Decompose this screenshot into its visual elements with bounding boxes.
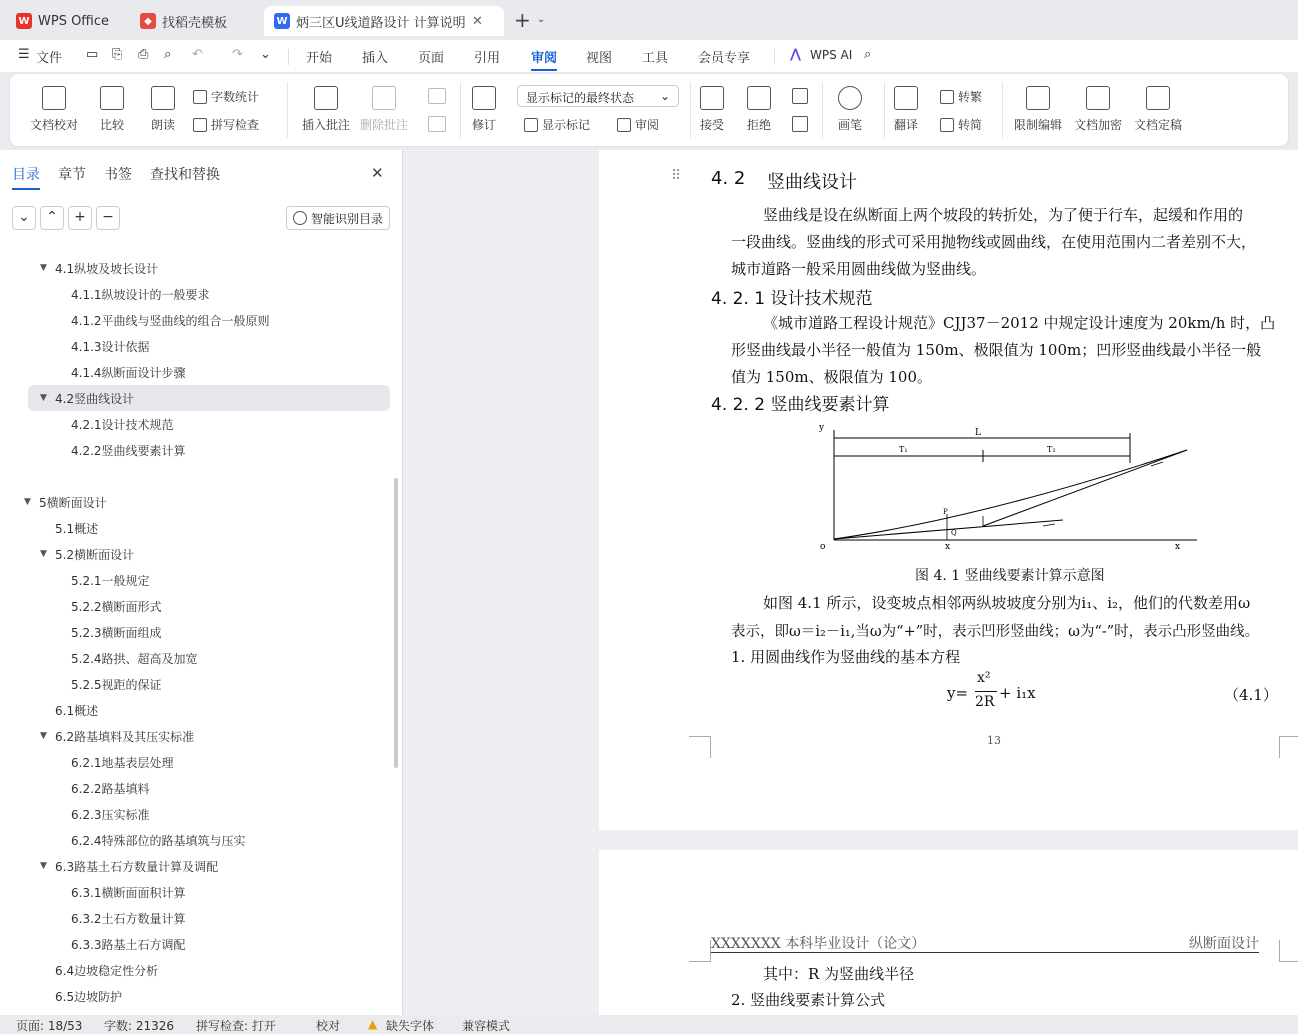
- heading-4-2-title: 竖曲线设计: [767, 172, 857, 193]
- header-rule: [711, 952, 1259, 953]
- undo-icon[interactable]: ↶: [192, 47, 203, 62]
- doc-check-icon: [42, 86, 66, 110]
- prev-comment-icon[interactable]: [428, 88, 446, 104]
- pen-icon: [838, 86, 862, 110]
- status-proof[interactable]: 校对: [316, 1019, 341, 1033]
- page-number: 13: [987, 734, 1001, 747]
- toc-item[interactable]: [0, 645, 400, 671]
- remove-heading-icon[interactable]: −: [96, 206, 120, 230]
- toc-item-label: 4.2.1设计技术规范: [71, 417, 174, 432]
- toc-item[interactable]: [0, 515, 400, 541]
- read-aloud-button[interactable]: [151, 86, 175, 133]
- menu-tools[interactable]: 工具: [642, 51, 669, 66]
- menu-bar: [0, 40, 1298, 72]
- print-icon[interactable]: ⎙: [138, 47, 149, 62]
- toc-item-label: 4.1.3设计依据: [71, 339, 150, 354]
- paragraph-line: 竖曲线是设在纵断面上两个坡段的转折处，为了便于行车，起缓和作用的: [763, 206, 1244, 224]
- toc-item-label: 5.2.2横断面形式: [71, 599, 162, 614]
- paragraph-line: 表示，即ω＝i₂－i₁,当ω为“+”时，表示凹形竖曲线；ω为“-”时，表示凸形竖曲线。: [731, 624, 1260, 640]
- toc-item-label: 4.1.2平曲线与竖曲线的组合一般原则: [71, 313, 270, 328]
- expand-up-icon[interactable]: ⌃: [40, 206, 64, 230]
- list-item-2: 2. 竖曲线要素计算公式: [731, 991, 886, 1009]
- encrypt-label: 文档加密: [1074, 118, 1123, 132]
- toc-item[interactable]: [0, 333, 400, 359]
- toc-item[interactable]: [0, 749, 400, 775]
- toc-item-label: 5.2.1一般规定: [71, 573, 150, 588]
- tab-label: 找稻壳模板: [162, 15, 228, 31]
- to-traditional-icon: [940, 90, 954, 104]
- toc-item-label: 6.3.1横断面面积计算: [71, 885, 186, 900]
- warning-icon: ▲: [368, 1017, 378, 1031]
- menu-view[interactable]: 视图: [586, 51, 613, 66]
- toc-item[interactable]: [0, 281, 400, 307]
- toc-item[interactable]: [0, 723, 400, 749]
- status-bar: [0, 1015, 1298, 1031]
- ribbon-divider: [460, 82, 461, 138]
- revise-button[interactable]: [472, 86, 496, 133]
- translate-label: 翻译: [894, 118, 919, 132]
- toc-item-label: 6.2.4特殊部位的路基填筑与压实: [71, 833, 246, 848]
- read-aloud-label: 朗读: [151, 118, 176, 132]
- wps-ai-icon: ⋀: [790, 47, 801, 62]
- ribbon-divider: [287, 82, 288, 138]
- equation-rhs: + i₁x: [999, 684, 1036, 702]
- paragraph-line: 如图 4.1 所示，设变坡点相邻两纵坡坡度分别为i₁、i₂，他们的代数差用ω: [763, 594, 1251, 612]
- toc-item[interactable]: [0, 697, 400, 723]
- toc-spacer: [0, 463, 400, 489]
- tab-chapters[interactable]: 章节: [58, 167, 86, 183]
- more-chevron-icon[interactable]: ⌄: [260, 47, 271, 62]
- menu-file[interactable]: 文件: [36, 51, 63, 66]
- encrypt-button[interactable]: [1074, 86, 1122, 133]
- toc-item-label: 5.2.5视距的保证: [71, 677, 162, 692]
- toc-item[interactable]: [0, 801, 400, 827]
- to-simplified-button[interactable]: [940, 116, 982, 133]
- tab-toc[interactable]: 目录: [12, 164, 40, 184]
- toc-item[interactable]: [0, 983, 400, 1009]
- save-icon[interactable]: ▭: [86, 47, 99, 62]
- new-tab-icon[interactable]: +: [514, 8, 531, 32]
- toc-item-label: 6.3.2土石方数量计算: [71, 911, 186, 926]
- page-header-right: 纵断面设计: [1189, 936, 1259, 952]
- restrict-edit-button[interactable]: [1014, 86, 1062, 133]
- review-pane-icon: [617, 118, 631, 132]
- toc-item-label: 6.1概述: [55, 703, 99, 718]
- translate-icon: [894, 86, 918, 110]
- markup-state-select[interactable]: [517, 85, 679, 107]
- tab-label: WPS Office: [38, 13, 110, 29]
- drag-handle-icon[interactable]: ⠿: [671, 168, 682, 184]
- heading-4-2-1: 4. 2. 1 设计技术规范: [711, 289, 873, 309]
- toc-item[interactable]: [0, 307, 400, 333]
- margin-corner-mark: [1279, 736, 1298, 758]
- comment-add-icon: [314, 86, 338, 110]
- toc-item[interactable]: [0, 359, 400, 385]
- toc-item[interactable]: [0, 827, 400, 853]
- y-axis-label: y: [819, 423, 825, 433]
- toc-item[interactable]: [0, 255, 400, 281]
- toc-item-label: 4.2.2竖曲线要素计算: [71, 443, 186, 458]
- finalize-button[interactable]: [1134, 86, 1182, 133]
- toc-item[interactable]: [0, 541, 400, 567]
- toc-item[interactable]: [0, 567, 400, 593]
- next-comment-icon[interactable]: [428, 116, 446, 132]
- toc-item-label: 6.2.2路基填料: [71, 781, 150, 796]
- chevron-down-icon: ⌄: [659, 89, 670, 103]
- figure-caption: 图 4. 1 竖曲线要素计算示意图: [915, 568, 1105, 584]
- toc-item[interactable]: [0, 879, 400, 905]
- show-markup-label: 显示标记: [542, 118, 591, 132]
- margin-corner-mark: [689, 736, 711, 758]
- divider: [288, 49, 289, 65]
- delete-comment-label: 删除批注: [360, 118, 409, 132]
- toc-item-label: 5.2横断面设计: [55, 547, 135, 562]
- prev-change-icon[interactable]: [792, 88, 808, 104]
- export-icon[interactable]: ⎘: [112, 47, 123, 62]
- menu-review[interactable]: 审阅: [531, 51, 558, 66]
- toc-item-label: 5.1概述: [55, 521, 99, 536]
- show-markup-icon: [524, 118, 538, 132]
- status-page[interactable]: 页面: 18/53: [16, 1019, 83, 1033]
- doc-check-button[interactable]: [30, 86, 78, 133]
- revise-label: 修订: [472, 118, 497, 132]
- toc-item[interactable]: [0, 411, 400, 437]
- encrypt-icon: [1086, 86, 1110, 110]
- search-icon[interactable]: ⌕: [864, 47, 872, 62]
- equation-numerator: x²: [977, 670, 991, 686]
- word-count-label: 字数统计: [211, 90, 260, 104]
- origin-label: o: [820, 542, 826, 550]
- ribbon-divider: [884, 82, 885, 138]
- review-pane-button[interactable]: [617, 116, 659, 133]
- print-preview-icon[interactable]: ⌕: [164, 47, 172, 62]
- delete-comment-button[interactable]: [360, 86, 408, 133]
- point-P-label: P: [943, 508, 948, 516]
- tab-find-replace[interactable]: 查找和替换: [150, 167, 220, 183]
- to-simplified-label: 转简: [958, 118, 983, 132]
- translate-button[interactable]: [894, 86, 918, 133]
- markup-state-value: 显示标记的最终状态: [526, 91, 635, 105]
- document-canvas: [404, 150, 1298, 1015]
- expand-triangle-icon[interactable]: ▼: [40, 263, 47, 273]
- hamburger-icon[interactable]: ☰: [18, 47, 30, 62]
- toc-item-label: 6.5边坡防护: [55, 989, 123, 1004]
- reject-button[interactable]: [747, 86, 771, 133]
- insert-comment-label: 插入批注: [302, 118, 351, 132]
- paragraph-line: 值为 150m、极限值为 100。: [731, 368, 933, 386]
- menu-wps-ai[interactable]: WPS AI: [810, 48, 853, 62]
- toc-item[interactable]: [0, 619, 400, 645]
- accept-button[interactable]: [700, 86, 724, 133]
- status-compat: 兼容模式: [462, 1019, 511, 1033]
- toc-item-label: 6.2.1地基表层处理: [71, 755, 174, 770]
- word-count-icon: [193, 90, 207, 104]
- paragraph-line: 《城市道路工程设计规范》CJJ37－2012 中规定设计速度为 20km/h 时，凸: [763, 314, 1276, 332]
- read-aloud-icon: [151, 86, 175, 110]
- pen-button[interactable]: [838, 86, 862, 133]
- show-markup-button[interactable]: [524, 116, 590, 133]
- length-L-label: L: [975, 428, 981, 438]
- expand-triangle-icon[interactable]: ▼: [24, 497, 31, 507]
- collapse-all-icon[interactable]: ⌄: [12, 206, 36, 230]
- paragraph-line: 一段曲线。竖曲线的形式可采用抛物线或圆曲线，在使用范围内二者差别不大，: [731, 233, 1257, 251]
- toc-item[interactable]: [0, 957, 400, 983]
- finalize-icon: [1146, 86, 1170, 110]
- toc-item-label: 4.1.4纵断面设计步骤: [71, 365, 186, 380]
- x-axis-label: x: [1175, 542, 1181, 550]
- chevron-down-icon[interactable]: ⌄: [537, 14, 546, 25]
- to-simplified-icon: [940, 118, 954, 132]
- expand-triangle-icon[interactable]: ▼: [40, 731, 47, 741]
- compare-label: 比较: [100, 118, 125, 132]
- toc-item[interactable]: [0, 905, 400, 931]
- toc-item[interactable]: [0, 775, 400, 801]
- wps-logo-icon: W: [16, 13, 32, 29]
- status-missing-font[interactable]: 缺失字体: [386, 1019, 435, 1033]
- status-spell[interactable]: 拼写检查: 打开: [196, 1019, 276, 1033]
- doc-check-label: 文档校对: [30, 118, 79, 132]
- add-heading-icon[interactable]: +: [68, 206, 92, 230]
- redo-icon[interactable]: ↷: [232, 47, 243, 62]
- ribbon-toolbar: [10, 74, 1288, 146]
- spell-check-icon: [193, 118, 207, 132]
- toc-item-label: 5横断面设计: [39, 495, 107, 510]
- equation-denominator: 2R: [975, 694, 995, 710]
- word-count-button[interactable]: [193, 88, 259, 105]
- toc-item[interactable]: [0, 931, 400, 957]
- revise-icon: [472, 86, 496, 110]
- toc-item-label: 4.1.1纵坡设计的一般要求: [71, 287, 210, 302]
- close-tab-icon[interactable]: ✕: [472, 13, 483, 29]
- heading-4-2-number: 4. 2: [711, 168, 746, 189]
- divider: [774, 49, 775, 65]
- paragraph-line: 城市道路一般采用圆曲线做为竖曲线。: [731, 260, 987, 278]
- toc-item[interactable]: [0, 671, 400, 697]
- toc-item[interactable]: [0, 593, 400, 619]
- smart-toc-button[interactable]: [286, 206, 390, 230]
- close-pane-icon[interactable]: ✕: [371, 164, 384, 182]
- x-label: x: [945, 542, 951, 550]
- toc-item-label: 6.3路基土石方数量计算及调配: [55, 859, 219, 874]
- vertical-curve-figure: [817, 418, 1197, 550]
- to-traditional-label: 转繁: [958, 90, 983, 104]
- menu-insert[interactable]: 插入: [362, 51, 389, 66]
- lock-doc-icon: [1026, 86, 1050, 110]
- toc-item-label: 6.2路基填料及其压实标准: [55, 729, 195, 744]
- compare-button[interactable]: [100, 86, 124, 133]
- menu-reference[interactable]: 引用: [474, 51, 501, 66]
- navigation-pane: [0, 150, 403, 1015]
- toc-item[interactable]: [0, 853, 400, 879]
- compare-icon: [100, 86, 124, 110]
- accept-icon: [700, 86, 724, 110]
- review-pane-label: 审阅: [635, 118, 660, 132]
- paragraph-line: 其中：R 为竖曲线半径: [763, 965, 915, 983]
- tab-wps-office[interactable]: [6, 6, 124, 36]
- point-Q-label: Q: [951, 529, 957, 537]
- expand-triangle-icon[interactable]: ▼: [40, 549, 47, 559]
- toc-scrollbar[interactable]: [394, 478, 398, 768]
- next-change-icon[interactable]: [792, 116, 808, 132]
- heading-4-2-2: 4. 2. 2 竖曲线要素计算: [711, 395, 890, 415]
- menu-start[interactable]: 开始: [306, 51, 333, 66]
- toc-item[interactable]: [28, 385, 390, 411]
- menu-page[interactable]: 页面: [418, 51, 445, 66]
- docer-icon: ◆: [140, 13, 156, 29]
- toc-item[interactable]: [0, 437, 400, 463]
- menu-member[interactable]: 会员专享: [698, 51, 751, 66]
- ribbon-divider: [822, 82, 823, 138]
- toc-item-label: 6.4边坡稳定性分析: [55, 963, 159, 978]
- tab-docer-templates[interactable]: [130, 6, 258, 36]
- document-page: [599, 850, 1298, 1015]
- toc-item[interactable]: [0, 489, 400, 515]
- toc-item-label: 4.2竖曲线设计: [55, 391, 135, 406]
- reject-label: 拒绝: [747, 118, 772, 132]
- insert-comment-button[interactable]: [302, 86, 350, 133]
- equation-label: （4.1）: [1224, 686, 1278, 704]
- ribbon-divider: [690, 82, 691, 138]
- toc-item-label: 5.2.4路拱、超高及加宽: [71, 651, 198, 666]
- paragraph-line: 形竖曲线最小半径一般值为 150m、极限值为 100m；凹形竖曲线最小半径一般: [731, 341, 1262, 359]
- list-item-1: 1. 用圆曲线作为竖曲线的基本方程: [731, 648, 961, 666]
- smart-toc-label: 智能识别目录: [310, 211, 383, 226]
- expand-triangle-icon[interactable]: ▼: [40, 393, 47, 403]
- fraction-bar: [975, 691, 997, 692]
- page-header-left: XXXXXXX 本科毕业设计（论文）: [711, 936, 926, 952]
- tab-bookmarks[interactable]: 书签: [104, 167, 132, 183]
- active-menu-underline: [531, 69, 557, 71]
- tab-document[interactable]: [264, 6, 504, 36]
- finalize-label: 文档定稿: [1134, 118, 1183, 132]
- toc-item-label: 5.2.3横断面组成: [71, 625, 162, 640]
- tangent-T2-label: T₂: [1047, 445, 1056, 454]
- margin-corner-mark: [1279, 940, 1298, 962]
- ribbon-divider: [1002, 82, 1003, 138]
- tab-bar: [0, 0, 1298, 40]
- margin-corner-mark: [689, 940, 711, 962]
- toc-item-label: 4.1纵坡及坡长设计: [55, 261, 159, 276]
- accept-label: 接受: [700, 118, 725, 132]
- toc-item-label: 6.3.3路基土石方调配: [71, 937, 186, 952]
- writer-doc-icon: W: [274, 13, 290, 29]
- pen-label: 画笔: [838, 118, 863, 132]
- spell-check-button[interactable]: [193, 116, 259, 133]
- equation-lhs: y=: [947, 684, 969, 702]
- expand-triangle-icon[interactable]: ▼: [40, 861, 47, 871]
- spell-check-label: 拼写检查: [211, 118, 260, 132]
- status-words[interactable]: 字数: 21326: [104, 1019, 175, 1033]
- reject-icon: [747, 86, 771, 110]
- restrict-edit-label: 限制编辑: [1014, 118, 1063, 132]
- document-page: [599, 150, 1298, 830]
- tangent-T1-label: T₁: [899, 445, 908, 454]
- to-traditional-button[interactable]: [940, 88, 982, 105]
- tab-label: 炳三区U线道路设计 计算说明: [296, 15, 466, 31]
- smart-toc-icon: [293, 211, 307, 225]
- comment-delete-icon: [372, 86, 396, 110]
- toc-item-label: 6.2.3压实标准: [71, 807, 150, 822]
